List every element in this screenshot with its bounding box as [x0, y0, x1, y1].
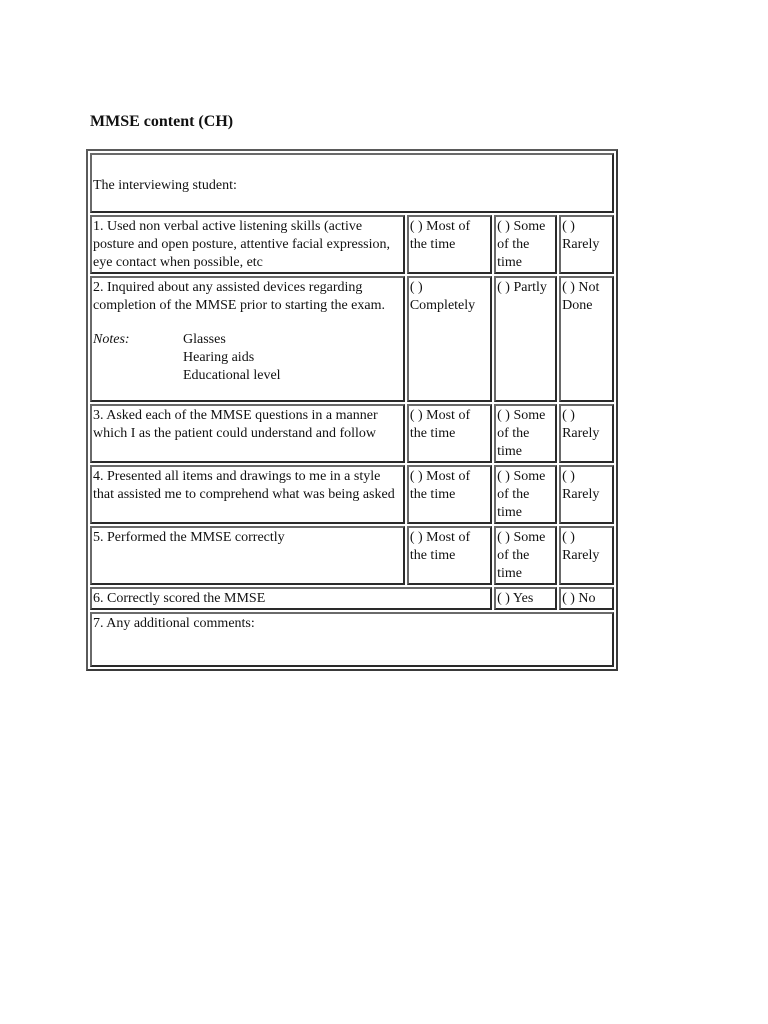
mmse-evaluation-table [86, 149, 618, 671]
notes-list [183, 331, 281, 385]
criterion-cell [90, 276, 405, 402]
table-row-intro [90, 153, 614, 213]
option-most-of-the-time[interactable]: ( ) Most of the time [407, 215, 492, 274]
option-most-of-the-time[interactable]: ( ) Most of the time [407, 465, 492, 524]
option-rarely[interactable]: ( ) Rarely [559, 526, 614, 585]
table-row [90, 587, 614, 610]
table-row [90, 465, 614, 524]
note-item: Glasses [183, 332, 226, 347]
option-rarely[interactable]: ( ) Rarely [559, 465, 614, 524]
intro-cell [90, 153, 614, 213]
intro-text: The interviewing student: [93, 177, 237, 193]
page-title: MMSE content (CH) [90, 113, 234, 130]
option-some-of-the-time[interactable]: ( ) Some of the time [494, 465, 557, 524]
criterion-cell: 3. Asked each of the MMSE questions in a manner which I as the patient could understand and follow [90, 404, 405, 463]
table-row [90, 276, 614, 402]
option-partly[interactable]: ( ) Partly [494, 276, 557, 402]
table-row [90, 404, 614, 463]
option-some-of-the-time[interactable]: ( ) Some of the time [494, 404, 557, 463]
option-some-of-the-time[interactable]: ( ) Some of the time [494, 215, 557, 274]
option-most-of-the-time[interactable]: ( ) Most of the time [407, 404, 492, 463]
notes-label: Notes: [93, 332, 130, 347]
criterion-cell: 4. Presented all items and drawings to me in a style that assisted me to comprehend what was being asked [90, 465, 405, 524]
table-row [90, 612, 614, 667]
option-yes[interactable]: ( ) Yes [494, 587, 557, 610]
comments-cell[interactable]: 7. Any additional comments: [90, 612, 614, 667]
option-completely[interactable]: ( ) Completely [407, 276, 492, 402]
table-row [90, 526, 614, 585]
option-rarely[interactable]: ( ) Rarely [559, 215, 614, 274]
criterion-cell: 6. Correctly scored the MMSE [90, 587, 492, 610]
notes-block [93, 331, 402, 385]
option-most-of-the-time[interactable]: ( ) Most of the time [407, 526, 492, 585]
note-item: Educational level [183, 368, 281, 383]
criterion-text: 2. Inquired about any assisted devices regarding completion of the MMSE prior to starting the exam. [93, 280, 386, 313]
criterion-cell: 1. Used non verbal active listening skills (active posture and open posture, attentive facial expression, eye contact when possible, etc [90, 215, 405, 274]
option-some-of-the-time[interactable]: ( ) Some of the time [494, 526, 557, 585]
option-not-done[interactable]: ( ) Not Done [559, 276, 614, 402]
criterion-cell: 5. Performed the MMSE correctly [90, 526, 405, 585]
option-no[interactable]: ( ) No [559, 587, 614, 610]
option-rarely[interactable]: ( ) Rarely [559, 404, 614, 463]
note-item: Hearing aids [183, 350, 255, 365]
table-row [90, 215, 614, 274]
